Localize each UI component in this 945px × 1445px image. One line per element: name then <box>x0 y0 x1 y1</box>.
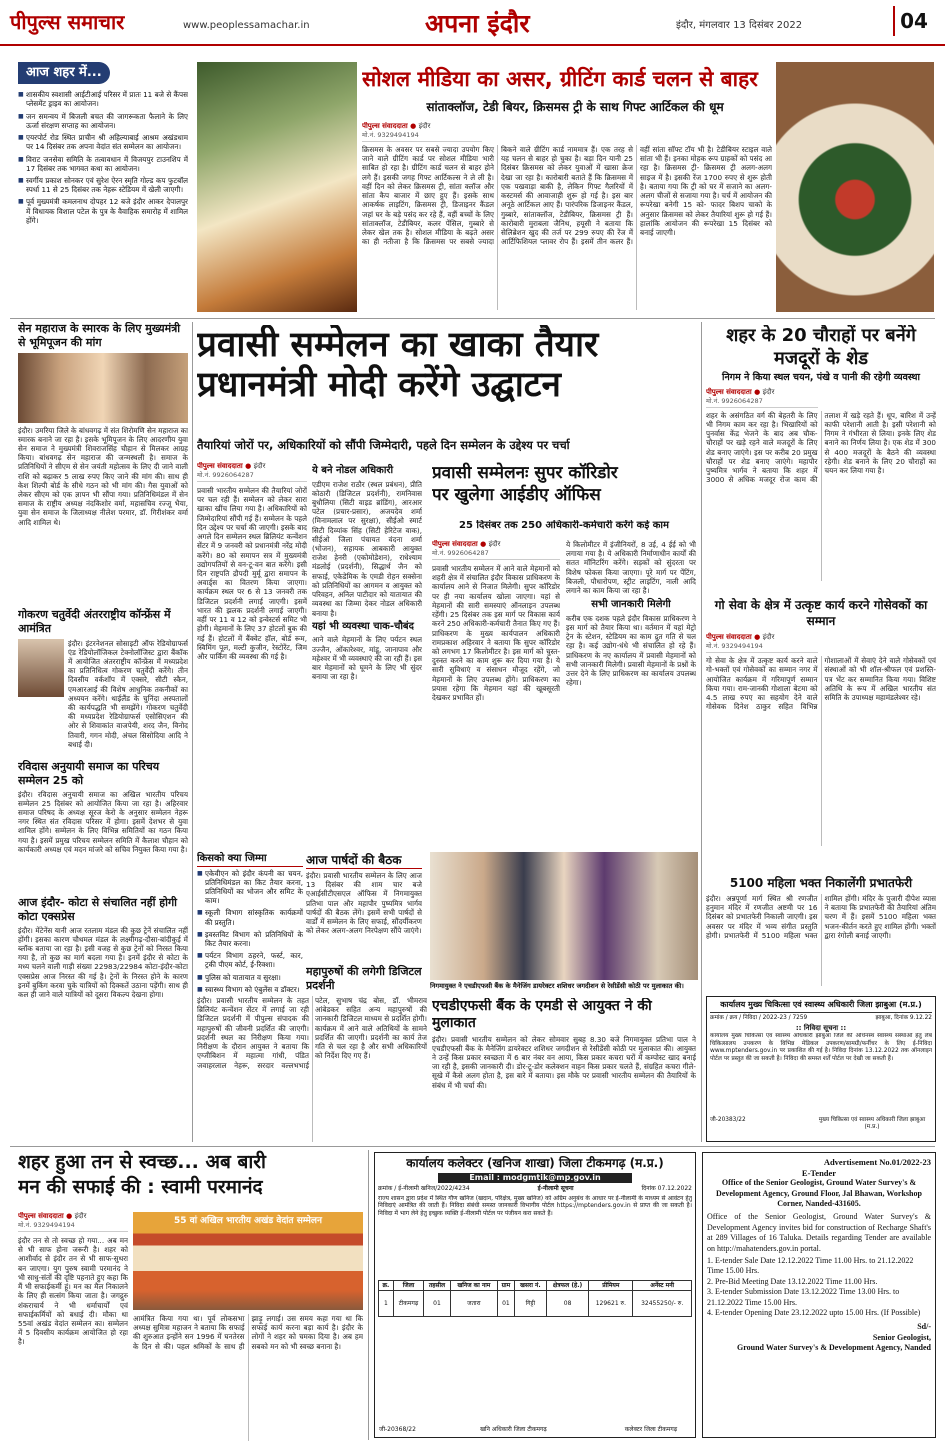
hdfc-body: इंदौर। प्रवासी भारतीय सम्मेलन को लेकर सोमवार सुबह 8.30 बजे निगमायुक्त प्रतिभा पाल ने एचडीएफसी बैंक के मैनेजिंग डायरेक्टर शशिधर जगदीशन से रेसीडेंसी कोठी पर मुलाकात की। आयुक्त ने उन्हें किस प्रकार स्वच्छता में 6 बार नंबर वन आया, किस प्रकार कचरा घरों में कम्पोस्ट खाद बनाई जा रही है, इसकी जानकारी दी। डोर-टू-डोर कलेक्शन वाहन किस प्रकार चलते हैं, संग्रहित कचरा गीले-सूखे में कैसे अलग होता है, इस बारे में बताया। इस मौके पर प्रवासी भारतीय सम्मेलन की तैयारियों के संबंध में भी चर्चा की। <box>432 1034 696 1090</box>
social-body: क्रिसमस के अवसर पर सबसे ज्यादा उपयोग किए जाने वाले ग्रीटिंग कार्ड पर सोशल मीडिया भारी साबित हो रहा है। ग्रीटिंग कार्ड चलन से बाहर होने लगे हैं। इसकी जगह गिफ्ट आर्टिकल्स ने ले ली है। वहीं दिन को लेकर क्रिसमस ट्री, सांता क्लॉज और सांता कैप बाजार में छाए हुए हैं। इसके साथ आकर्षक लाइटिंग, क्रिसमस ट्री, डिजाइनर कैंडल जहां घर के बड़े पसंद कर रहे हैं, वहीं बच्चों के लिए सांताक्लॉज, टेडीबियर, कलर पेंसिल, गुब्बारे से लेकर खेल तक है। सोशल मीडिया के बढ़ते असर का ही नतीजा है कि क्रिसमस पर सबसे ज्यादा बिकने वाले ग्रीटिंग कार्ड नाममात्र हैं। एक तरह से यह चलन से बाहर हो चुका है। बड़ा दिन यानी 25 दिसंबर क्रिसमस को लेकर युवाओं में खासा क्रेज देखा जा रहा है। कारोबारी बताते हैं कि क्रिसमस में एक पखवाड़ा बाकी है, लेकिन गिफ्ट गैलरियों में कस्टमर्स की आवाजाही शुरू हो गई है। इस बार अनूठे आर्टिकल आए हैं। पारंपरिक डिजाइनर कैंडल, गुब्बारे, सांताक्लॉज, टेडीबियर, क्रिसमस ट्री हैं। कारोबारी मुराबला जैनिथ, हयूसी ने बताया कि सेलिब्रेशन खुद की तर्ज पर 299 रुपए की रेंज में आर्टिफिशियल प्लावर रोप हैं। इसमें तीन कलर हैं। वहीं सांता सॉफ्ट टॉय भी है। टेडीबियर स्टाइल वाले सांता भी हैं। इनका मोहक रूप ग्राहकों को पसंद आ रहा है। क्रिसमस ट्री- क्रिसमस ट्री अलग-अलग साइज में है। इसकी रेंज 1700 रुपए से शुरू होती है। बताया गया कि ट्री को घर में सजाने का अलग- अलग चीजों से सजाया गया है। चर्च में आयोजन की रूपरेखा बनेगी 15 को- फादर बिशप चाको के अनुसार क्रिसमस को लेकर तैयारियां शुरू हो गई हैं। हालांकि आयोजन की रूपरेखा 15 दिसंबर को बनाई जाएगी। <box>362 145 772 247</box>
collector-ad-title: कार्यालय कलेक्टर (खनिज शाखा) जिला टीकमगढ़ (म.प्र.) <box>406 1156 664 1170</box>
pravasi-subhead: तैयारियां जोरों पर, अधिकारियों को सौंपी जिम्मेदारी, पहले दिन सम्मेलन के उद्देश्य पर चर्चा <box>197 438 570 452</box>
prabhat-body: इंदौर। अन्नपूर्णा मार्ग स्थित श्री रणजीत हनुमान मंदिर में रणजीत अष्टमी पर 16 दिसंबर को प्रभातफेरी निकाली जाएगी। इस अवसर पर मंदिर में भव्य संगीत प्रस्तुति होगी। प्रभातफेरी में 5100 महिला भक्त शामिल होंगी। मंदिर के पुजारी दीपेश व्यास ने बताया कि प्रभातफेरी की तैयारियां अंतिम चरण में हैं। इसमें 5100 महिला भक्त भजन-कीर्तन करते हुए शामिल होंगी। भक्तों द्वारा रंगोली बनाई जाएगी। <box>706 894 936 940</box>
kota-body: इंदौर। मेंटेनेंस यानी आज रतलाम मंडल की कुछ ट्रेनें संचालित नहीं होंगी। इसका कारण चौथमल मंडल के लक्ष्मीगढ़-दौसा-बांदीकुई में ब्लॉक बताया जा रहा है। इसी वजह से कुछ ट्रेनों को निरस्त किया गया है, तो कुछ का मार्ग बदला गया है। इनमें इंदौर से कोटा के मध्य चलने वाली गाड़ी संख्या 22983/22984 कोटा-इंदौर-कोटा एक्सप्रेस आज निरस्त की गई है। ट्रेनों के निरस्त होने के कारण इनमें बुकिंग करवा चुके यात्रियों को दिक्कतें उठाना पड़ेंगी। साथ ही कल ही जाने वाले यात्रियों को दूसरा विकल्प देखना होगा। <box>18 925 188 1000</box>
collector-table: क्र. जिला तहसील खनिज का नाम ग्राम खसरा नं. क्षेत्रफल (हे.) प्रीमियम अर्नेस्ट मनी 1 टीकमगढ़ 01 जतारा 01 गिट्टी 08 129621 रु. 32455250/- रु. <box>378 1280 692 1318</box>
digital-headline: महापुरुषों की लगेगी डिजिटल प्रदर्शनी <box>306 965 422 992</box>
christmas-tree-photo <box>197 62 357 312</box>
hdfc-meeting-photo <box>430 852 698 980</box>
list-item: ■ शासकीय स्वशासी आईटीआई परिसर में प्रातः 11 बजे से कैंपस प्लेसमेंट ड्राइव का आयोजन। <box>18 90 188 108</box>
list-item: ■ पर्यटन विभाग ठहरने, फर्स्ट, कार, ट्रकी पीएम कोर्ट, ई-रिक्शा। <box>197 951 303 969</box>
list-item: ■ स्वास्थ्य विभाग को एंबुलेंस व डॉक्टर। <box>197 985 303 994</box>
social-headline: सोशल मीडिया का असर, ग्रीटिंग कार्ड चलन से बाहर <box>362 67 758 91</box>
list-item: ■ जन समन्वय में बिजली बचत की जागरूकता फैलाने के लिए ऊर्जा संरक्षण सप्ताह का आयोजन। <box>18 112 188 130</box>
list-item: ■ स्कूली विभाग सांस्कृतिक कार्यक्रमों की प्रस्तुति। <box>197 908 303 926</box>
ravidas-body: इंदौर। रविदास अनुयायी समाज का अखिल भारतीय परिचय सम्मेलन 25 दिसंबर को आयोजित किया जा रहा है। अहिरवार समाज परिषद के अध्यक्ष सूरज केरो के अनुसार सम्मेलन नेहरू नगर स्थित संत रविदास परिसर में होगा। इसमें देशभर से युवा शामिल होंगे। सम्मेलन के लिए विभिन्न समितियों का गठन किया गया है। इसमें प्रमुख परिचय सम्मेलन समिति में कैलाश चौहान को कार्यकारी अध्यक्ष एवं मदन मांजरे को सचिव नियुक्त किया गया है। <box>18 789 188 854</box>
list-item: 3. E-tender Submission Date 13.12.2022 Time 13.00 Hrs. to 21.12.2022 Time 15.00 Hrs. <box>707 1287 900 1307</box>
list-item: ■ पुलिस को यातायात व सुरक्षा। <box>197 973 303 982</box>
chauraha-body: शहर के असंगठित वर्ग की बेहतरी के लिए भी निगम काम कर रहा है। भिखारियों को पुनर्वास केंद्र भेजने के बाद अब चौक-चौराहों पर खड़े रहने वाले मजदूरों के लिए शेड बनाए जाएंगे। इस पर करीब 20 प्रमुख चौराहों पर शेड बनाए जाएंगे। महापौर पुष्यमित्र भार्गव ने बताया कि शहर में 3000 से अधिक मजदूर रोज काम की तलाश में खड़े रहते हैं। धूप, बारिश में उन्हें काफी परेशानी आती है। इसी परेशानी को निगम ने गंभीरता से लिया। इनके लिए शेड बनाने का निर्णय लिया है। एक शेड में 300 से 400 मजदूरों के बैठने की व्यवस्था रहेगी। शेड बनाने के लिए 20 चौराहों का चयन कर लिया गया है। <box>706 410 936 485</box>
website-link[interactable]: www.peoplessamachar.in <box>183 20 310 31</box>
corridor-headline: प्रवासी सम्मेलनः सुपर कॉरिडोर पर खुलेगा आईडीए ऑफिस <box>432 463 618 506</box>
gokaran-body: इंदौर। इंटरनेशनल सोसाइटी ऑफ रेडियोग्राफर्स एंड रेडियोलॉजिकल टेक्नोलॉजिस्ट द्वारा बैंकॉक में आयोजित अंतरराष्ट्रीय कॉन्फ्रेंस में मध्यप्रदेश का प्रतिनिधित्व गोकरण चतुर्वेदी करेंगे। तीन दिवसीय वर्कशॉप में एक्सरे, सीटी स्कैन, एमआरआई की विशेष आधुनिक तकनीकों का अध्ययन करेंगे। थाईलैंड के चुनिंदा अस्पतालों की कार्यपद्धति भी समझेंगे। गोकरण चतुर्वेदी की मध्यप्रदेश रेडियोग्राफर्स एसोसिएशन की ओर से शिवाकांत वाजपेयी, शरद जैन, विनोद तिवारी, गगन मोदी, अंचल सिसोदिया आदि ने बधाई दी। <box>68 638 188 749</box>
gokaran-story <box>18 608 188 756</box>
list-item: 2. Pre-Bid Meeting Date 13.12.2022 Time 11.00 Hrs. <box>707 1276 878 1286</box>
parshad-body: इंदौर। प्रवासी भारतीय सम्मेलन के लिए आज 13 दिसंबर की शाम चार बजे एआईसीटीएसएल ऑफिस में निगमायुक्त प्रतिभा पाल और महापौर पुष्यमित्र भार्गव पार्षदों की बैठक लेंगे। इसमें सभी पार्षदों से वार्डों में सम्मेलन के लिए सफाई, सौंदर्यीकरण को लेकर अलग-अलग निरपेक्षण सौंपे जाएंगे। <box>306 871 422 936</box>
sen-photo <box>18 353 188 423</box>
prabhat-headline: 5100 महिला भक्त निकालेंगी प्रभातफेरी <box>729 876 913 890</box>
list-item: ■ एयरपोर्ट रोड स्थित प्राचीन श्री अहिल्याबाई आश्रम अखंडधाम पर 14 दिसंबर तक अपना वेदांत संत सम्मेलन का आयोजन। <box>18 133 188 151</box>
list-item: 1. E-tender Sale Date 12.12.2022 Time 11.00 Hrs. to 21.12.2022 Time 15.00 Hrs. <box>707 1255 914 1276</box>
sen-body: इंदौर। उमरिया जिले के बांधवगढ़ में संत शिरोमणि सेन महाराज का स्मारक बनाने जा रहा है। इसके भूमिपूजन के लिए आदरणीय युवा सेन समाज ने मुख्यमंत्री शिवराजसिंह चौहान से मिलकर आग्रह किया। बांधवगढ़ सेन महाराज की जन्मस्थली है। समाज के प्रतिनिधियों ने सीएम से सेन जयंती महोत्सव के लिए दी जाने वाली राशि को बढ़ाकर 5 लाख रुपए किए जाने की मांग की। साथ ही केश शिल्पी बोर्ड के सीधे गठन को भी मांग की। गैस युवाओं को लेकर सीएम को एक ज्ञापन भी सौंपा गया। प्रतिनिधिमंडल में सेन समाज के राष्ट्रीय अध्यक्ष नंदकिशोर वर्मा, महासचिव रज्जू भैया, युवा सेन समाज के जिलाध्यक्ष नीलेश परमार, डॉ. गिरीशंकर वर्मा आदि शामिल थे। <box>18 425 188 527</box>
prabhat-story <box>706 876 936 988</box>
aaj-shahar-box <box>18 62 188 312</box>
table-row: 1 टीकमगढ़ 01 जतारा 01 गिट्टी 08 129621 रु. 32455250/- रु. <box>379 1291 692 1317</box>
chauraha-subhead: निगम ने किया स्थल चयन, पंखे व पानी की रहेगी व्यवस्था <box>722 372 920 383</box>
parshad-story <box>306 850 422 958</box>
chauraha-story: शहर के 20 चौराहों पर बनेंगे मजदूरों के शेड निगम ने किया स्थल चयन, पंखे व पानी की रहेगी व्यवस्था पीपुल्स संवाददाता ● इंदौर मो.नं. 9926064287 शहर के असंगठित वर्ग की बेहतरी के लिए भी निगम काम कर रहा है। भिखारियों को पुनर्वास केंद्र भेजने के बाद अब चौक-चौराहों पर खड़े रहने वाले मजदूरों के लिए शेड बनाए जाएंगे। इस पर करीब 20 प्रमुख चौराहों पर शेड बनाए जाएंगे। महापौर पुष्यमित्र भार्गव ने बताया कि शहर में 3000 से अधिक मजदूर रोज काम की तलाश में खड़े रहते हैं। धूप, बारिश में उन्हें काफी परेशानी आती है। इसी परेशानी को निगम ने गंभीरता से लिया। इनके लिए शेड बनाने का निर्णय लिया है। एक शेड में 300 से 400 मजदूरों के बैठने की व्यवस्था रहेगी। शेड बनाने के लिए 20 चौराहों का चयन कर लिया गया है। <box>706 325 936 593</box>
corridor-body-2: ये किलोमीटर में इंजीनियरों, 8 उई, 4 ईई को भी लगाया गया है। ये अधिकारी निर्माणाधीन कार्यों की सतत मॉनिटरिंग करेंगे। सड़कों को सुंदरता पर विशेष फोकस किया जाएगा। पूरे मार्ग पर पेंटिंग, बिजली, पौधारोपण, स्ट्रीट लाइटिंग, नाली आदि लगाने का काम किया जा रहा है। सभी जानकारी मिलेगी करीब एक दशक पहले इंदौर विकास प्राधिकरण ने इस मार्ग को तैयार किया था। वर्तमान में यहां मेट्रो ट्रेन के स्टेशन, स्टेडियम का काम द्रुत गति से चल रहा है। कई उद्योग-धंधे भी संचालित हो रहे हैं। प्राधिकरण के नए कार्यालय में प्रवासी मेहमानों को सभी जानकारी मिलेगी। प्रवासी मेहमानों के प्रश्नों के उत्तर देने के लिए प्राधिकरण का कार्यालय उपलब्ध रहेगा। <box>566 540 696 688</box>
hdfc-headline: एचडीएफसी बैंक के एमडी से आयुक्त ने की मुलाकात <box>432 998 652 1031</box>
social-subhead: सांताक्लॉज, टेडी बियर, क्रिसमस ट्री के साथ गिफ्ट आर्टिकल की धूम <box>426 100 724 114</box>
hdfc-photo-caption: निगमायुक्त ने एचडीएफसी बैंक के मैनेजिंग डायरेक्टर शशिधर जगदीशन से रेसीडेंसी कोठी पर मुलाकात की। <box>430 982 684 990</box>
swachh-headline: शहर हुआ तन से स्वच्छ... अब बारी मन की सफाई की : स्वामी परमानंद <box>18 1151 266 1198</box>
list-item: ■ एकेवीएन को इंदौर कंपनी का चयन, प्रतिनिधिमंडल का किट तैयार करना, प्रतिनिधियों का भोजन और समिट के काम। <box>197 869 303 906</box>
social-byline: पीपुल्स संवाददाता ● इंदौर मो.नं. 9329494194 <box>362 122 482 144</box>
parshad-headline: आज पार्षदों की बैठक <box>306 853 422 869</box>
gau-body: गो सेवा के क्षेत्र में उत्कृष्ट कार्य करने वाले गो-भक्तों एवं गोसेवकों का सम्मान नगर में आयोजित कार्यक्रम में गरिमापूर्ण सम्मान किया गया। राम-जानकी गोशाला बेटमा को 4.5 लाख रुपए का सहयोग देने वाले गोसेवक दिनेश ठाकुर सहित विभिन्न गोशालाओं में सेवाएं देने वाले गोसेवकों एवं संस्थाओं को भी शॉल-श्रीफल एवं प्रशस्ति-पत्र भेंट कर सम्मानित किया गया। विशिष्ट अतिथि के रूप में अखिल भारतीय संत समिति के उपाध्यक्ष महामंडलेश्वर रहे। <box>706 656 936 712</box>
kisko-title: किसको क्या जिम्मा <box>197 853 303 867</box>
collector-tender-ad: कार्यालय कलेक्टर (खनिज शाखा) जिला टीकमगढ़ (म.प्र.) Email : modgmtik@mp.gov.in क्रमांक / ई-नीलामी खनिज/2022/4234 ई-नीलामी सूचना दिनांक 07.12.2022 राज्य शासन द्वारा प्रदेश में स्थित गौण खनिज (खदान, परिक्षेत्र, मुख्य खनिज) को अग्रिम अनुबंध के आधार पर ई-नीलामी के माध्यम से आवंटन हेतु निविदाएं आमंत्रित की जाती हैं। निविदा संबंधी समस्त जानकारी विभागीय पोर्टल https://mptenders.gov.in से प्राप्त की जा सकती है। निविदा में भाग लेने हेतु इच्छुक व्यक्ति ई-नीलामी पोर्टल पर पंजीयन करा सकते हैं। क्र. जिला तहसील खनिज का नाम ग्राम खसरा नं. क्षेत्रफल (हे.) प्रीमियम अर्नेस्ट मनी 1 टीकमगढ़ 01 जतारा 01 गिट्टी 08 129621 रु. 32455250/- रु. जी-20368/22 खनि अधिकारी जिला टीकमगढ़ कलेक्टर जिला टीकमगढ़ <box>374 1152 696 1438</box>
hdfc-story <box>432 998 696 1142</box>
swachh-body: इंदौर तन से तो स्वच्छ हो गया... अब मन से भी साफ होना जरूरी है। शहर को आशीर्वाद से इंदौर तन से भी साफ-सुथरा बन जाएगा। युग पुरुष स्वामी परमानंद ने भी साधु-संतों की दृष्टि पहनाते हुए कहा कि मैं भी सफाईकर्मी हूं। मन का मैल निकालने के लिए ही सत्संग किया जाता है। जगद्गुरु शंकराचार्य ने भी धर्माचार्यों एवं सफाईकर्मियों को बधाई दी। मौका था 55वां अखंड वेदांत सम्मेलन का। सम्मेलन में 5 दिवसीय कार्यक्रम आयोजित हो रहा है। <box>18 1236 128 1347</box>
chauraha-headline: शहर के 20 चौराहों पर बनेंगे मजदूरों के शेड <box>726 325 916 369</box>
gokaran-photo <box>18 639 64 697</box>
corridor-sub2: सभी जानकारी मिलेगी <box>591 599 671 611</box>
pravasi-nodal: ये बने नोडल अधिकारी एडीएम राजेश राठौर (स्थल प्रबंधन), प्रीति कोठारी (डिजिटल प्रदर्शनी), रामनिवास बुधौलिया (सिटी वाइड ब्रांडिंग), आरआर पटेल (प्रचार-प्रसार), अजयदेव शर्मा (मिनामलाल पर सुरक्षा), सीईओ स्मार्ट सिटी दिव्यांक सिंह (सिटी हेरिटेज वाक), सीईओ जिला पंचायत वंदना शर्मा (भोजन), सहायक आबकारी आयुक्त राजेश हेनरी (एकोमोडेशन), राधेश्याम मंडलोई (प्रदर्शनी), सिद्धार्थ जैन को सफाई, एकेडेमिक के एमडी रोहन सक्सेना को प्रतिनिधियों का आगमन व आयुक्त को परिवहन, अनिल पाटीदार को यातायात की व्यवस्था का जिम्मा देकर नोडल अधिकारी बनाया है। यहां भी व्यवस्था चाक-चौबंद आने वाले मेहमानों के लिए पर्यटन स्थल उज्जैन, ओंकारेश्वर, मांडू, जानापाव और महेश्वर में भी व्यवस्थाएं की जा रही हैं। इस बार मेहमानों को घूमने के लिए भी सुंदर बनाया जा रहा है। <box>312 465 422 682</box>
gau-story: गो सेवा के क्षेत्र में उत्कृष्ट कार्य करने गोसेवकों का सम्मान पीपुल्स संवाददाता ● इंदौर मो.नं. 9329494194 गो सेवा के क्षेत्र में उत्कृष्ट कार्य करने वाले गो-भक्तों एवं गोसेवकों का सम्मान नगर में आयोजित कार्यक्रम में गरिमापूर्ण सम्मान किया गया। राम-जानकी गोशाला बेटमा को 4.5 लाख रुपए का सहयोग देने वाले गोसेवक दिनेश ठाकुर सहित विभिन्न गोशालाओं में सेवाएं देने वाले गोसेवकों एवं संस्थाओं को भी शॉल-श्रीफल एवं प्रशस्ति-पत्र भेंट कर सम्मानित किया गया। विशिष्ट अतिथि के रूप में अखिल भारतीय संत समिति के उपाध्यक्ष महामंडलेश्वर रहे। <box>706 598 936 848</box>
gau-headline: गो सेवा के क्षेत्र में उत्कृष्ट कार्य करने गोसेवकों का सम्मान <box>714 598 928 628</box>
corridor-byline: पीपुल्स संवाददाता ● इंदौर मो.नं. 9926064287 <box>432 540 560 562</box>
section-title: अपना इंदौर <box>425 9 530 38</box>
kota-story <box>18 896 188 1141</box>
sen-story <box>18 322 188 604</box>
corridor-body: प्रवासी भारतीय सम्मेलन में आने वाले मेहमानों को शहरी क्षेत्र में संचालित इंदौर विकास प्राधिकरण के कार्यालय आने से निजात मिलेगी। सुपर कॉरिडोर पर ही नया कार्यालय खोला जाएगा। यहां से मेहमानों की सारी समस्याएं ऑनलाइन उपलब्ध रहेंगी। 25 दिसंबर तक इस मार्ग पर विकास कार्य करने 250 अधिकारी-कर्मचारी तैनात किए गए हैं। प्राधिकरण के मुख्य कार्यपालन अधिकारी रामप्रकाश अहिरवार ने बताया कि सुपर कॉरिडोर को लगभग 17 किलोमीटर है। इस मार्ग को चुस्त-दुरुस्त करने का काम शुरू कर दिया गया है। ये सारी सुविधाएं व संसाधन मौजूद रहेंगे, जो मेहमानों के लिए उपलब्ध होंगे। प्राधिकरण का प्रयास रहेगा कि मेहमान यहां की खूबसूरती देखकर प्रभावित हों। <box>432 564 560 703</box>
geology-tender-ad: Advertisement No.01/2022-23 E-Tender Office of the Senior Geologist, Ground Water Survey's & Development Agency, Ground Floor, Jal Bhawan, Workshop Corner, Nanded-431605. Office of the Senior Geologist, Ground Water Survey's & Development Agency invites bid for construction of Recharge Shaft's at 289 Villages of 16 Taluka. Details regarding Tender are available on http://mahatenders.gov.in portal. 1. E-tender Sale Date 12.12.2022 Time 11.00 Hrs. to 21.12.2022 Time 15.00 Hrs. 2. Pre-Bid Meeting Date 13.12.2022 Time 11.00 Hrs. 3. E-tender Submission Date 13.12.2022 Time 13.00 Hrs. to 21.12.2022 Time 15.00 Hrs. 4. E-tender Opening Date 23.12.2022 upto 15.00 Hrs. (If Possible) Sd/- Senior Geologist, Ground Water Survey's & Development Agency, Nanded <box>702 1152 936 1438</box>
swachh-photo-banner: 55 वां अखिल भारतीय अखंड वेदांत सम्मेलन <box>174 1216 322 1226</box>
pravasi-headline: प्रवासी सम्मेलन का खाका तैयार प्रधानमंत्री मोदी करेंगे उद्घाटन <box>197 325 599 406</box>
swachh-byline: पीपुल्स संवाददाता ● इंदौर मो.नं. 9329494194 <box>18 1212 128 1234</box>
list-item: ■ स्वर्गीय प्रकाश सोनकर एवं सुरेश ऐरन स्मृति गोल्ड कप फुटबॉल स्पर्धा 11 से 25 दिसंबर तक नेहरू स्टेडियम में खेली जाएगी। <box>18 176 188 194</box>
health-tender-ad: कार्यालय मुख्य चिकित्सा एवं स्वास्थ्य अधिकारी जिला झाबुआ (म.प्र.) क्रमांक / क्रय / निविदा / 2022-23 / 7259 झाबुआ, दिनांक 9.12.22 :: निविदा सूचना :: कार्यालय मुख्य चिकित्सा एवं स्वास्थ्य अधिकारी झाबुआ जिले की अधिनस्थ स्वास्थ्य संस्थाओं हेतु लैब चिकित्सालय उपकरण के विभिन्न मेडिकल उपकरण/सामग्री/फर्नीचर के लिए ई-निविदा www.mptenders.gov.in पर प्रकाशित की गई है। निविदा दिनांक 13.12.2022 तक ऑनलाइन पोर्टल पर प्रस्तुत की जा सकती है। निविदा की समस्त शर्तें पोर्टल पर देखी जा सकती हैं। जी-20383/22 मुख्य चिकित्सा एवं स्वास्थ्य अधिकारी जिला झाबुआ (म.प्र.) <box>706 996 936 1142</box>
list-item: ■ विराट जनसेवा समिति के तत्वावधान में विजयपुर टाउनशिप में 17 दिसंबर तक भागवत कथा का आयोजन। <box>18 155 188 173</box>
list-item: ■ इवस्तविट विभाग को प्रतिनिधियों के किट तैयार करना। <box>197 930 303 948</box>
swachh-photo <box>133 1212 363 1310</box>
pravasi-byline: पीपुल्स संवाददाता ● इंदौर मो.नं. 9926064287 <box>197 462 307 484</box>
corridor-subhead: 25 दिसंबर तक 250 अधिकारी-कर्मचारी करेंगे कई काम <box>458 520 669 531</box>
swachh-body-2: आमंत्रित किया गया था। पूर्व लोकसभा अध्यक्ष सुमित्रा महाजन ने बताया कि सफाई की शुरुआत इन्होंने सन 1996 में घनतेरस के दिन से की। पहल श्रमिकों के साथ ही झाड़ू लगाई। उस समय कहा गया था कि सफाई कार्य करना बड़ा कार्य है। इंदौर के लोगों ने शहर को चमका दिया है। अब हम सबको मन को भी स्वच्छ बनाना है। <box>133 1314 363 1351</box>
dateline: इंदौर, मंगलवार 13 दिसंबर 2022 <box>676 20 803 31</box>
sen-headline: सेन महाराज के स्मारक के लिए मुख्यमंत्री से भूमिपूजन की मांग <box>18 322 181 349</box>
aaj-shahar-list <box>18 90 188 225</box>
kisko-list <box>197 869 303 995</box>
gokaran-headline: गोकरण चतुर्वेदी अंतरराष्ट्रीय कॉन्फ्रेंस में आमंत्रित <box>18 608 171 635</box>
paper-logo: पीपुल्स समाचार <box>10 10 125 34</box>
digital-body: इंदौर। प्रवासी भारतीय सम्मेलन के तहत ब्रिलियंट कन्वेंशन सेंटर में लगाई जा रही डिजिटल प्रदर्शनी में पीपुल्स संपादक की महापुरुषों की जीवनी प्रदर्शित की जाएगी। प्रदर्शनी स्थल का निरीक्षण किया गया। निरीक्षण के दौरान आयुक्त ने बताया कि एग्जीबिशन में महात्मा गांधी, पंडित जवाहरलाल नेहरू, सरदार वल्लभभाई पटेल, सुभाष चंद्र बोस, डॉ. भीमराव आंबेडकर सहित अन्य महापुरुषों की जानकारी डिजिटल माध्यम से प्रदर्शित होगी। कार्यक्रम में आने वाले अतिथियों के सामने प्रदर्शित की जाएगी। प्रदर्शनी का कार्य तेज गति से चल रहा है और सभी अधिकारियों को निर्देश दिए गए हैं। <box>197 996 427 1070</box>
ravidas-headline: रविदास अनुयायी समाज का परिचय सम्मेलन 25 को <box>18 760 160 787</box>
pravasi-body: प्रवासी भारतीय सम्मेलन की तैयारियां जोरों पर चल रही हैं। सम्मेलन को लेकर सारा खाका खींच लिया गया है। अधिकारियों को जिम्मेदारियां सौंपी गई हैं। सम्मेलन के पहले दिन उद्देश्य पर चर्चा की जाएगी। इसके बाद अगले दिन सम्मेलन स्थल ब्रिलियंट कन्वेंशन सेंटर में 9 जनवरी को प्रधानमंत्री नरेंद्र मोदी करेंगे। 80 को समापन सत्र में मुख्यमंत्री उद्योगपतियों से वन-टू-वन बात करेंगे। इसी दिन राष्ट्रपति द्रौपदी मुर्मू द्वारा समापन के अवार्ड्स का वितरण किया जाएगा। कार्यक्रम स्थल पर 6 से 13 जनवरी तक डिजिटल प्रदर्शनी लगाई जाएगी। इसमें भारत की झलक प्रदर्शनी लगाई जाएगी। वहीं पर 11 व 12 को इन्वेस्टर्स समिट भी होगी। मेहमानों के लिए 37 होटलों बुक की गई हैं। होटलों में बैंक्वेट हॉल, बोर्ड रूम, स्विमिंग पूल, मल्टी कुजीन, रेस्टोरेंट, जिम और पार्किंग की व्यवस्था की गई है। <box>197 486 307 661</box>
collector-email[interactable]: Email : modgmtik@mp.gov.in <box>438 1173 632 1183</box>
masthead <box>0 0 945 46</box>
page-number: 04 <box>893 6 933 36</box>
list-item: ■ पूर्व मुख्यमंत्री कमलनाथ दोपहर 12 बजे इंदौर आकर देपालपुर में विधायक विशाल पटेल के पुत्र के वैवाहिक समारोह में शामिल होंगे। <box>18 197 188 225</box>
health-ad-title: कार्यालय मुख्य चिकित्सा एवं स्वास्थ्य अधिकारी जिला झाबुआ (म.प्र.) <box>710 1000 932 1013</box>
christmas-wreath-photo <box>776 62 934 312</box>
ravidas-story <box>18 760 188 892</box>
aaj-shahar-title: आज शहर में... <box>18 62 110 84</box>
kota-headline: आज इंदौर- कोटा से संचालित नहीं होगी कोटा एक्सप्रेस <box>18 896 178 923</box>
list-item: 4. E-tender Opening Date 23.12.2022 upto 15.00 Hrs. (If Possible) <box>707 1307 921 1317</box>
